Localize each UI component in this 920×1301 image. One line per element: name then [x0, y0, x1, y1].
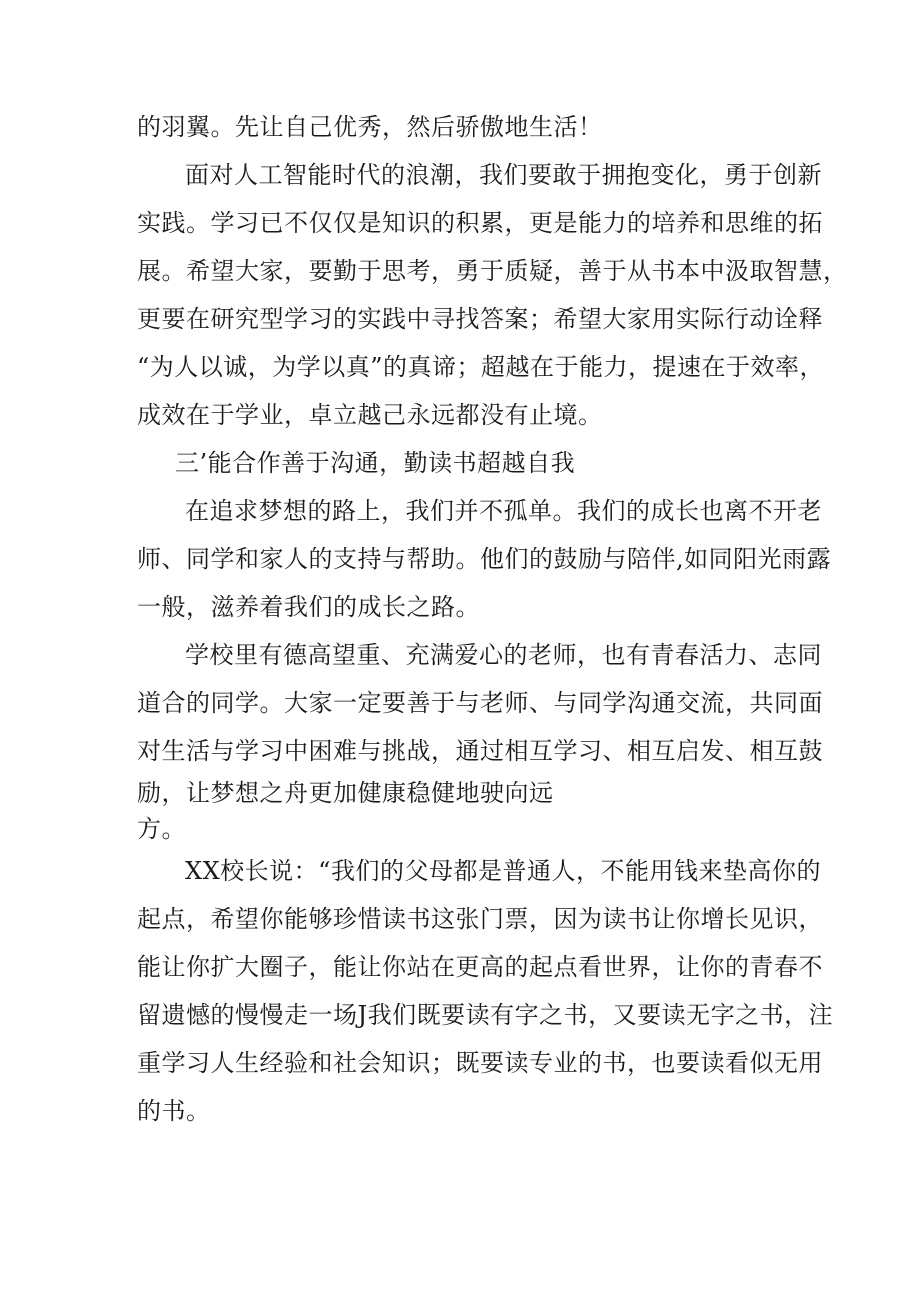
paragraph-line: 成效在于学业，卓立越己永远都没有止境。	[137, 401, 603, 429]
paragraph-line: 学校里有德高望重、充满爱心的老师，也有青春活力、志同	[185, 641, 822, 669]
paragraph-line: 励，让梦想之舟更加健康稳健地驶向远	[137, 779, 554, 807]
document-body	[137, 103, 848, 1135]
paragraph-line: 展。希望大家，要勤于思考，勇于质疑，善于从书本中汲取智慧，	[137, 257, 848, 285]
paragraph-line: “为人以诚，为学以真”的真谛；超越在于能力，提速在于效率，	[137, 353, 825, 381]
paragraph-line: 留遗憾的慢慢走一场J我们既要读有字之书，又要读无字之书，注	[137, 1001, 834, 1029]
paragraph-line: 方。	[137, 815, 186, 843]
paragraph-line: 的书。	[137, 1097, 211, 1125]
paragraph-line: 在追求梦想的路上，我们并不孤单。我们的成长也离不开老	[185, 497, 822, 525]
section-heading: 三’能合作善于沟通，勤读书超越自我	[175, 449, 576, 477]
paragraph-line: 道合的同学。大家一定要善于与老师、与同学沟通交流，共同面	[137, 689, 823, 717]
paragraph-line: 师、同学和家人的支持与帮助。他们的鼓励与陪伴,如同阳光雨露	[137, 545, 832, 573]
paragraph-line: 重学习人生经验和社会知识；既要读专业的书，也要读看似无用	[137, 1049, 823, 1077]
paragraph-line: 面对人工智能时代的浪潮，我们要敢于拥抱变化，勇于创新	[185, 161, 822, 189]
paragraph-line: 的羽翼。先让自己优秀，然后骄傲地生活！	[137, 113, 603, 141]
paragraph-line: 能让你扩大圈子，能让你站在更高的起点看世界，让你的青春不	[137, 953, 823, 981]
paragraph-line: 对生活与学习中困难与挑战，通过相互学习、相互启发、相互鼓	[137, 737, 823, 765]
paragraph-line: 起点，希望你能够珍惜读书这张门票，因为读书让你增长见识，	[137, 905, 823, 933]
paragraph-line: 实践。学习已不仅仅是知识的积累，更是能力的培养和思维的拓	[137, 209, 823, 237]
paragraph-line: 一般，滋养着我们的成长之路。	[137, 593, 480, 621]
paragraph-line: XX校长说：“我们的父母都是普通人，不能用钱来垫高你的	[185, 857, 821, 885]
paragraph-line: 更要在研究型学习的实践中寻找答案；希望大家用实际行动诠释	[137, 305, 823, 333]
